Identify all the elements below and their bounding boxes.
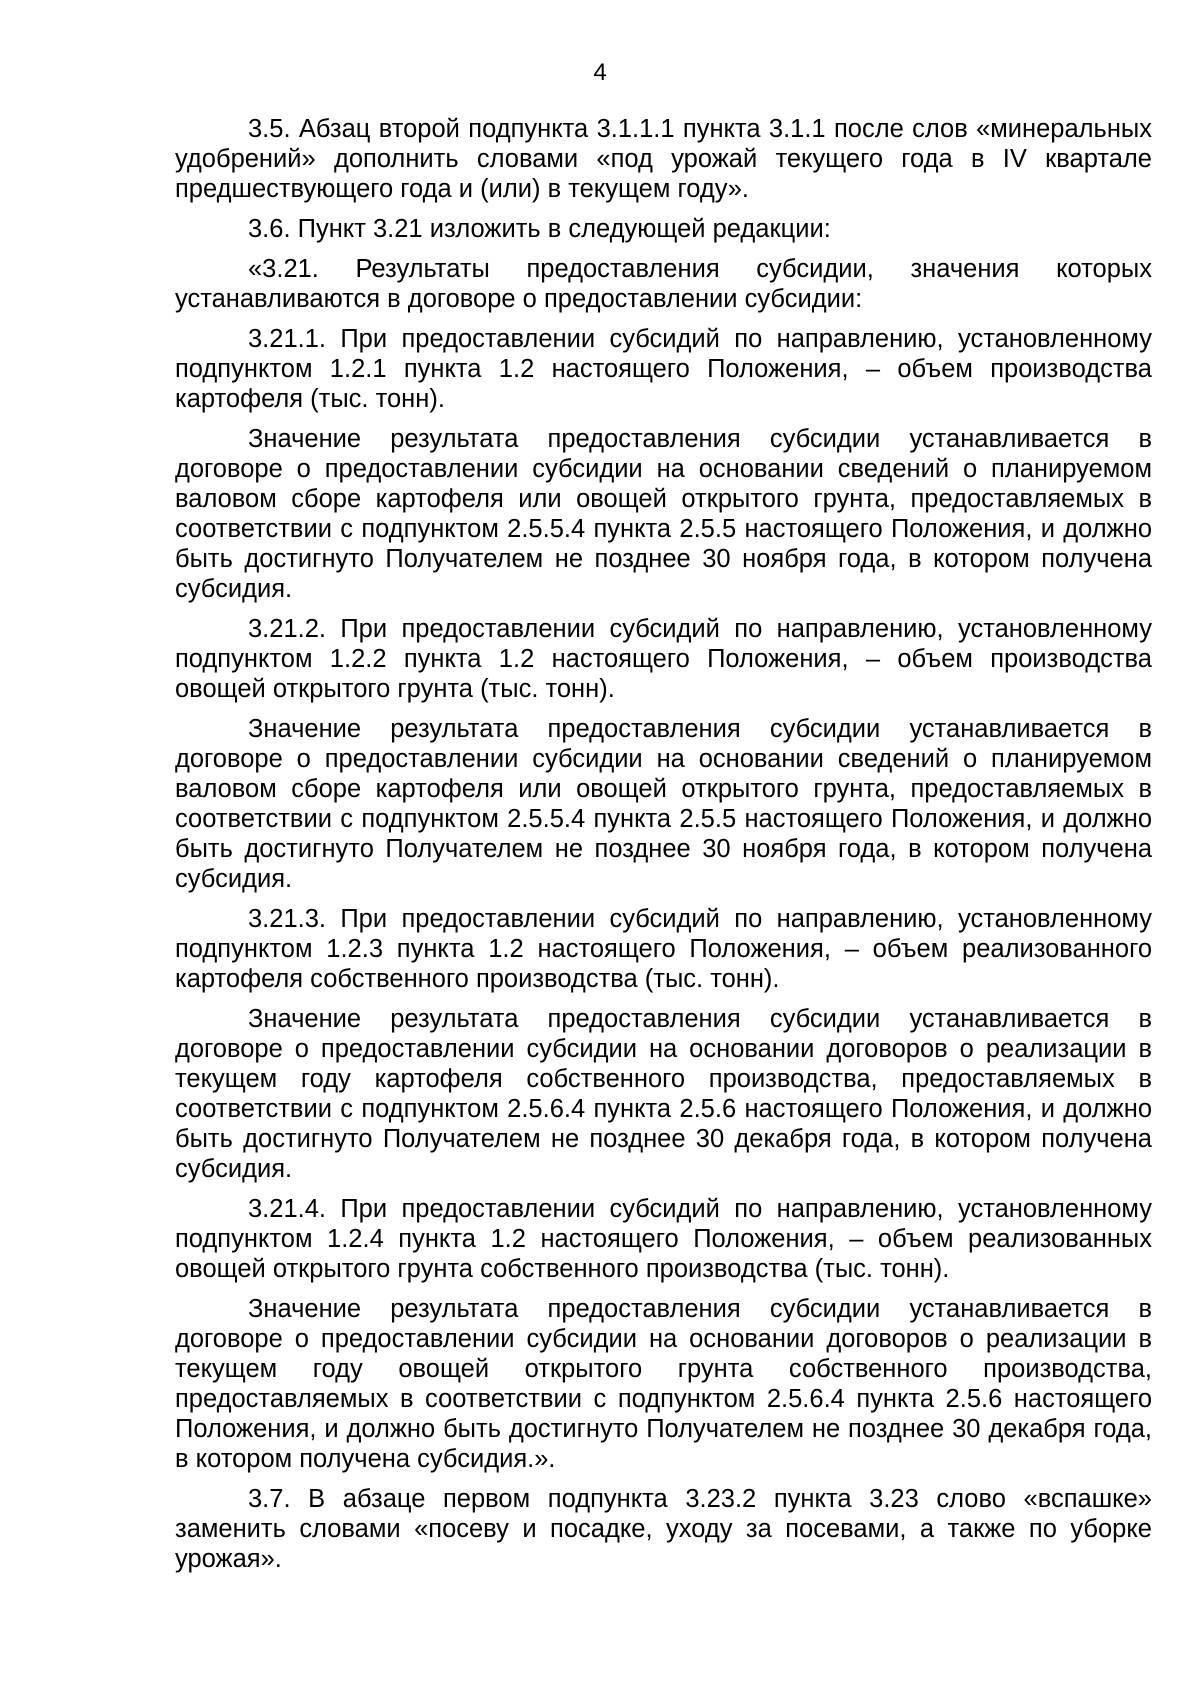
paragraph-3-21-3: 3.21.3. При предоставлении субсидий по направлению, установленному подпунктом 1.2.3 пункта 1.2 настоящего Положения, – объем реализованного картофеля собственного производства (тыс. тонн). — [175, 905, 1152, 993]
paragraph-3-21-1-value: Значение результата предоставления субсидии устанавливается в договоре о предоставлении субсидии на основании сведений о планируемом валовом сборе картофеля или овощей открытого грунта, предоставляемых в соответствии с подпунктом 2.5.5.4 пункта 2.5.5 настоящего Положения, и должно быть достигнуто Получателем не позднее 30 ноября года, в котором получена субсидия. — [175, 425, 1152, 603]
paragraph-3-7: 3.7. В абзаце первом подпункта 3.23.2 пункта 3.23 слово «вспашке» заменить словами «посеву и посадке, уходу за посевами, а также по уборке урожая». — [175, 1485, 1152, 1573]
document-body — [175, 114, 1152, 1584]
paragraph-3-6: 3.6. Пункт 3.21 изложить в следующей редакции: — [248, 215, 831, 243]
paragraph-3-21-3-value: Значение результата предоставления субсидии устанавливается в договоре о предоставлении субсидии на основании договоров о реализации в текущем году картофеля собственного производства, предоставляемых в соответствии с подпунктом 2.5.6.4 пункта 2.5.6 настоящего Положения, и должно быть достигнуто Получателем не позднее 30 декабря года, в котором получена субсидия. — [175, 1005, 1152, 1183]
paragraph-3-21-1: 3.21.1. При предоставлении субсидий по направлению, установленному подпунктом 1.2.1 пункта 1.2 настоящего Положения, – объем производства картофеля (тыс. тонн). — [175, 325, 1152, 413]
paragraph-3-5: 3.5. Абзац второй подпункта 3.1.1.1 пункта 3.1.1 после слов «минеральных удобрений» дополнить словами «под урожай текущего года в IV квартале предшествующего года и (или) в текущем году». — [175, 115, 1152, 203]
paragraph-3-21: «3.21. Результаты предоставления субсидии, значения которых устанавливаются в договоре о предоставлении субсидии: — [175, 255, 1152, 313]
paragraph-3-21-4: 3.21.4. При предоставлении субсидий по направлению, установленному подпунктом 1.2.4 пункта 1.2 настоящего Положения, – объем реализованных овощей открытого грунта собственного производства (тыс. тонн). — [175, 1195, 1152, 1283]
page-number: 4 — [593, 59, 607, 86]
paragraph-3-21-4-value: Значение результата предоставления субсидии устанавливается в договоре о предоставлении субсидии на основании договоров о реализации в текущем году овощей открытого грунта собственного производства, предоставляемых в соответствии с подпунктом 2.5.6.4 пункта 2.5.6 настоящего Положения, и должно быть достигнуто Получателем не позднее 30 декабря года, в котором получена субсидия.». — [175, 1295, 1152, 1473]
paragraph-3-21-2-value: Значение результата предоставления субсидии устанавливается в договоре о предоставлении субсидии на основании сведений о планируемом валовом сборе картофеля или овощей открытого грунта, предоставляемых в соответствии с подпунктом 2.5.5.4 пункта 2.5.5 настоящего Положения, и должно быть достигнуто Получателем не позднее 30 ноября года, в котором получена субсидия. — [175, 715, 1152, 893]
paragraph-3-21-2: 3.21.2. При предоставлении субсидий по направлению, установленному подпунктом 1.2.2 пункта 1.2 настоящего Положения, – объем производства овощей открытого грунта (тыс. тонн). — [175, 615, 1152, 703]
